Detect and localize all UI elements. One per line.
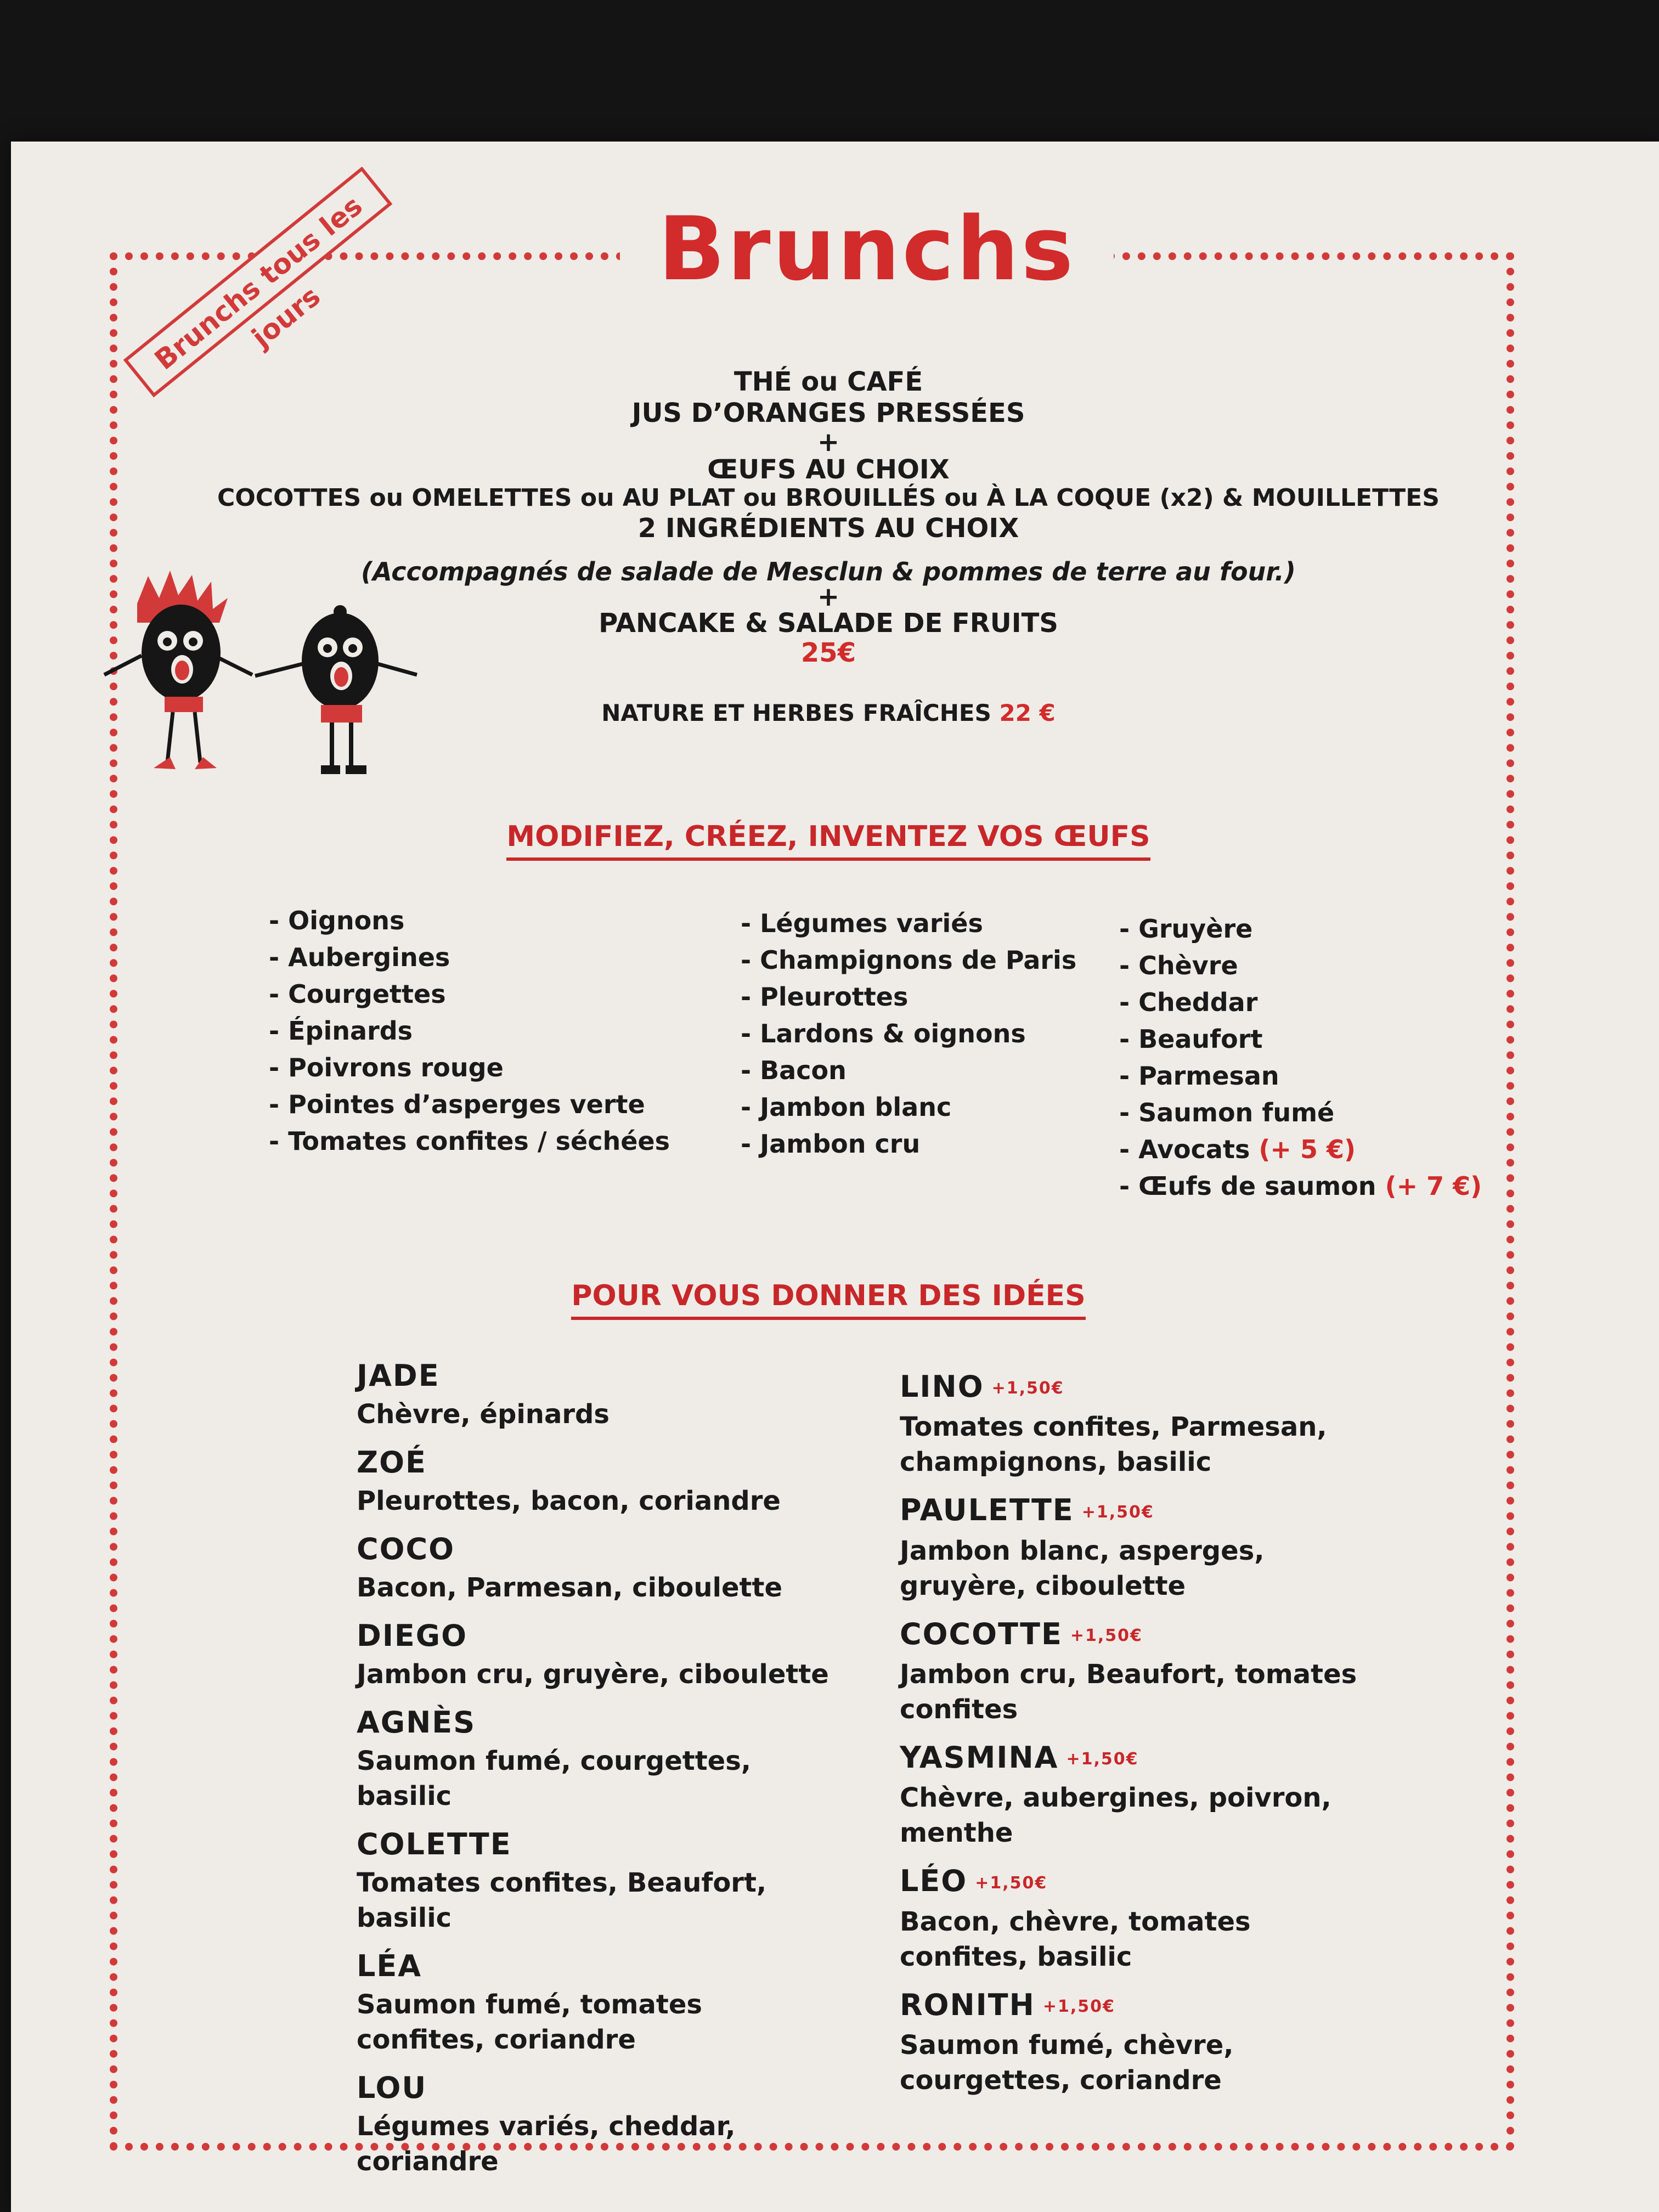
idea-name: AGNÈS: [357, 1705, 476, 1740]
idea-item: [900, 1737, 1383, 1850]
formula-egg-styles: COCOTTES ou OMELETTES ou AU PLAT ou BROUILLÉS ou À LA COQUE (x2) & MOUILLETTES: [217, 484, 1440, 512]
idea-item: [900, 1489, 1383, 1603]
ideas-left-column: [357, 1355, 850, 2189]
idea-extra-price: +1,50€: [1081, 1502, 1154, 1522]
ideas-right-column: [900, 1366, 1383, 2108]
idea-item: [357, 1702, 850, 1814]
formula-note: (Accompagnés de salade de Mesclun & pommes de terre au four.): [361, 557, 1296, 586]
idea-extra-price: +1,50€: [1066, 1750, 1139, 1769]
menu-title: Brunchs: [658, 198, 1076, 300]
idea-desc: Jambon blanc, asperges, gruyère, ciboulette: [900, 1535, 1265, 1601]
idea-name: DIEGO: [357, 1618, 468, 1653]
formula-pancake: PANCAKE & SALADE DE FRUITS: [599, 608, 1058, 639]
idea-desc: Bacon, Parmesan, ciboulette: [357, 1572, 782, 1603]
idea-name: COLETTE: [357, 1827, 512, 1861]
idea-desc: Chèvre, épinards: [357, 1399, 610, 1430]
ingredient-item: - Champignons de Paris: [741, 945, 1077, 975]
idea-extra-price: +1,50€: [975, 1873, 1048, 1893]
formula-ingredients: 2 INGRÉDIENTS AU CHOIX: [637, 513, 1019, 544]
ingredient-item: - Bacon: [741, 1056, 847, 1085]
idea-item: [357, 1824, 850, 1936]
idea-item: [357, 1442, 850, 1519]
idea-item: [357, 1615, 850, 1692]
ingredients-cheeses: [1119, 911, 1482, 1205]
ingredient-item: - Gruyère: [1119, 914, 1253, 944]
ingredient-item: - Cheddar: [1119, 988, 1258, 1017]
ingredient-item: - Saumon fumé: [1119, 1098, 1335, 1127]
idea-item: [357, 2067, 752, 2179]
formula-eggs: ŒUFS AU CHOIX: [707, 454, 950, 485]
idea-desc: Saumon fumé, tomates confites, coriandre: [357, 1989, 702, 2055]
idea-extra-price: +1,50€: [991, 1379, 1064, 1398]
formula-juice: JUS D’ORANGES PRESSÉES: [631, 398, 1025, 428]
idea-name: COCOTTE +1,50€: [900, 1616, 1143, 1651]
ingredient-item: - Parmesan: [1119, 1061, 1279, 1091]
ingredient-item: - Pointes d’asperges verte: [269, 1090, 645, 1119]
idea-name: JADE: [357, 1358, 440, 1393]
idea-item: [900, 1984, 1383, 2098]
idea-desc: Légumes variés, cheddar, coriandre: [357, 2111, 736, 2177]
idea-extra-price: +1,50€: [1070, 1626, 1143, 1646]
idea-desc: Pleurottes, bacon, coriandre: [357, 1486, 781, 1516]
ingredient-item: - Avocats (+ 5 €): [1119, 1135, 1356, 1164]
idea-desc: Bacon, chèvre, tomates confites, basilic: [900, 1906, 1251, 1972]
idea-name: LINO +1,50€: [900, 1369, 1064, 1404]
ingredient-item: - Jambon blanc: [741, 1092, 952, 1122]
ingredient-item: - Tomates confites / séchées: [269, 1126, 670, 1156]
ingredient-item: - Pleurottes: [741, 982, 909, 1012]
idea-item: [900, 1860, 1383, 1974]
idea-desc: Saumon fumé, chèvre, courgettes, coriandre: [900, 2030, 1234, 2096]
idea-name: ZOÉ: [357, 1445, 427, 1480]
idea-item: [357, 1355, 850, 1432]
ingredient-item: - Aubergines: [269, 943, 450, 972]
ingredient-item: - Beaufort: [1119, 1024, 1263, 1054]
idea-item: [900, 1613, 1383, 1727]
section-create-title: MODIFIEZ, CRÉEZ, INVENTEZ VOS ŒUFS: [165, 820, 1492, 853]
ingredient-item: - Lardons & oignons: [741, 1019, 1026, 1048]
idea-item: [357, 1945, 806, 2057]
idea-name: PAULETTE +1,50€: [900, 1493, 1154, 1528]
idea-name: LOU: [357, 2070, 427, 2105]
ingredient-item: - Légumes variés: [741, 909, 983, 938]
idea-desc: Saumon fumé, courgettes, basilic: [357, 1746, 752, 1812]
ingredient-item: - Épinards: [269, 1016, 413, 1046]
idea-desc: Chèvre, aubergines, poivron, menthe: [900, 1782, 1331, 1849]
ingredients-meats: [741, 905, 1076, 1163]
idea-desc: Jambon cru, gruyère, ciboulette: [357, 1659, 829, 1690]
formula-plus-2: +: [817, 582, 840, 612]
oeufs-saumon-extra-price: (+ 7 €): [1385, 1171, 1482, 1201]
idea-name: LÉA: [357, 1949, 422, 1983]
daily-brunch-ribbon: Brunchs tous les jours: [123, 167, 393, 398]
idea-item: [900, 1366, 1383, 1480]
idea-desc: Jambon cru, Beaufort, tomates confites: [900, 1659, 1357, 1725]
formula-drink: THÉ ou CAFÉ: [733, 366, 923, 397]
ingredient-item: - Oignons: [269, 906, 405, 935]
ingredient-item: - Œufs de saumon (+ 7 €): [1119, 1171, 1482, 1201]
nature-line: [165, 699, 1492, 726]
ingredients-vegetables: [269, 902, 670, 1160]
nature-label: NATURE ET HERBES FRAÎCHES: [601, 699, 991, 726]
section-ideas-title: POUR VOUS DONNER DES IDÉES: [165, 1279, 1492, 1312]
idea-extra-price: +1,50€: [1042, 1997, 1115, 2017]
ingredient-item: - Courgettes: [269, 979, 446, 1009]
avocats-extra-price: (+ 5 €): [1259, 1135, 1356, 1164]
ingredient-item: - Jambon cru: [741, 1129, 921, 1159]
idea-desc: Tomates confites, Beaufort, basilic: [357, 1867, 767, 1933]
idea-name: COCO: [357, 1532, 455, 1566]
idea-name: LÉO +1,50€: [900, 1864, 1048, 1899]
ingredient-item: - Poivrons rouge: [269, 1053, 504, 1082]
idea-name: YASMINA +1,50€: [900, 1740, 1139, 1775]
ingredient-item: - Chèvre: [1119, 951, 1238, 980]
idea-name: RONITH +1,50€: [900, 1987, 1115, 2022]
idea-desc: Tomates confites, Parmesan, champignons, basilic: [900, 1412, 1327, 1478]
formula-price: 25€: [800, 637, 856, 668]
idea-item: [357, 1528, 850, 1605]
formula-plus-1: +: [817, 427, 840, 458]
nature-price: 22 €: [999, 699, 1056, 726]
